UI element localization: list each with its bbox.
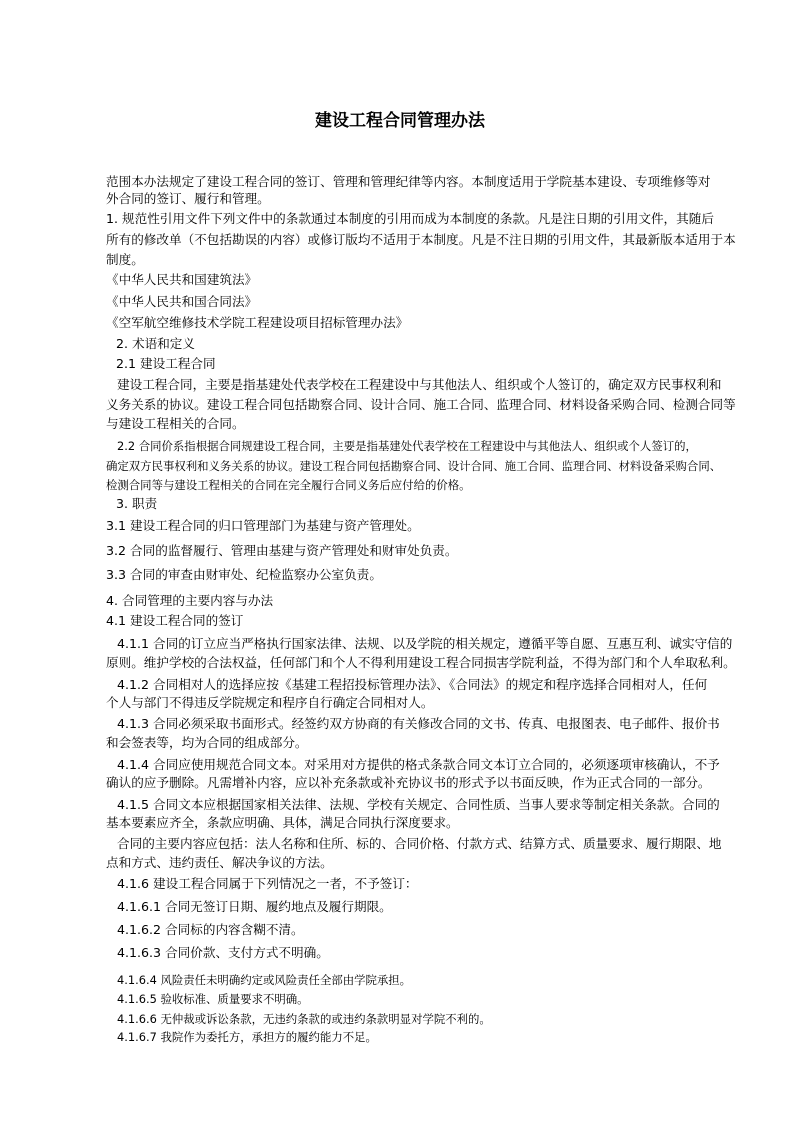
text-line: 所有的修改单（不包括勘误的内容）或修订版均不适用于本制度。凡是不注日期的引用文件，其最新版本适用于本 [106, 232, 736, 247]
text-line: 4.1.4 合同应使用规范合同文本。对采用对方提供的格式条款合同文本订立合同的，必须逐项审核确认，不予 [117, 757, 720, 772]
text-line: 3.2 合同的监督履行、管理由基建与资产管理处和财审处负责。 [106, 543, 458, 558]
text-line: 《中华人民共和国合同法》 [106, 294, 258, 309]
text-line: 4.1.1 合同的订立应当严格执行国家法律、法规、以及学院的相关规定，遵循平等自愿、互惠互利、诚实守信的 [117, 636, 733, 651]
text-line: 4.1.2 合同相对人的选择应按《基建工程招投标管理办法》、《合同法》的规定和程序选择合同相对人，任何 [117, 677, 708, 692]
section-heading: 4. 合同管理的主要内容与办法 [106, 593, 274, 608]
list-item: 4.1.6.6 无仲裁或诉讼条款，无违约条款的或违约条款明显对学院不利的。 [117, 1012, 491, 1026]
text-line: 合同的主要内容应包括：法人名称和住所、标的、合同价格、付款方式、结算方式、质量要求、履行期限、地 [117, 836, 722, 851]
list-item: 4.1.6.4 风险责任未明确约定或风险责任全部由学院承担。 [117, 973, 412, 987]
document-title: 建设工程合同管理办法 [315, 111, 485, 131]
text-line: 1. 规范性引用文件下列文件中的条款通过本制度的引用而成为本制度的条款。凡是注日期的引用文件，其随后 [106, 211, 714, 226]
text-line: 制度。 [106, 252, 144, 267]
text-line: 个人与部门不得违反学院规定和程序自行确定合同相对人。 [106, 695, 434, 710]
text-line: 点和方式、违约责任、解决争议的方法。 [106, 855, 333, 870]
section-heading: 2.1 建设工程合同 [116, 356, 216, 371]
text-line: 确定双方民事权利和义务关系的协议。建设工程合同包括勘察合同、设计合同、施工合同、监理合同、材料设备采购合同、 [106, 459, 722, 473]
text-line: 外合同的签订、履行和管理。 [106, 191, 270, 206]
section-heading: 4.1 建设工程合同的签订 [106, 613, 244, 628]
text-line: 原则。维护学校的合法权益，任何部门和个人不得利用建设工程合同损害学院利益，不得为部门和个人牟取私利。 [106, 655, 736, 670]
list-item: 4.1.6.7 我院作为委托方，承担方的履约能力不足。 [117, 1030, 377, 1044]
text-line: 基本要素应齐全，条款应明确、具体，满足合同执行深度要求。 [106, 815, 459, 830]
text-line: 4.1.6 建设工程合同属于下列情况之一者，不予签订： [117, 876, 418, 891]
list-item: 4.1.6.5 验收标准、质量要求不明确。 [117, 992, 309, 1006]
text-line: 2.2 合同价系指根据合同规建设工程合同，主要是指基建处代表学校在工程建设中与其他法人、组织或个人签订的， [117, 439, 697, 453]
text-line: 3.3 合同的审查由财审处、纪检监察办公室负责。 [106, 567, 382, 582]
section-heading: 3. 职责 [116, 496, 158, 511]
text-line: 3.1 建设工程合同的归口管理部门为基建与资产管理处。 [106, 518, 420, 533]
list-item: 4.1.6.1 合同无签订日期、履约地点及履行期限。 [117, 899, 392, 914]
text-line: 确认的应予删除。凡需增补内容，应以补充条款或补充协议书的形式予以书面反映，作为正式合同的一部分。 [106, 775, 711, 790]
list-item: 4.1.6.3 合同价款、支付方式不明确。 [117, 945, 329, 960]
text-line: 4.1.3 合同必须采取书面形式。经签约双方协商的有关修改合同的文书、传真、电报图表、电子邮件、报价书 [117, 716, 720, 731]
text-line: 范围本办法规定了建设工程合同的签订、管理和管理纪律等内容。本制度适用于学院基本建设、专项维修等对 [106, 174, 711, 189]
text-line: 建设工程合同，主要是指基建处代表学校在工程建设中与其他法人、组织或个人签订的，确定双方民事权利和 [117, 377, 722, 392]
text-line: 检测合同等与建设工程相关的合同在完全履行合同义务后应付给的价格。 [106, 478, 471, 492]
text-line: 与建设工程相关的合同。 [106, 416, 245, 431]
text-line: 4.1.5 合同文本应根据国家相关法律、法规、学校有关规定、合同性质、当事人要求等制定相关条款。合同的 [117, 797, 720, 812]
list-item: 4.1.6.2 合同标的内容含糊不清。 [117, 922, 304, 937]
text-line: 《中华人民共和国建筑法》 [106, 272, 258, 287]
section-heading: 2. 术语和定义 [116, 336, 195, 351]
text-line: 和会签表等，均为合同的组成部分。 [106, 735, 308, 750]
text-line: 《空军航空维修技术学院工程建设项目招标管理办法》 [106, 315, 409, 330]
text-line: 义务关系的协议。建设工程合同包括勘察合同、设计合同、施工合同、监理合同、材料设备采购合同、检测合同等 [106, 397, 736, 412]
